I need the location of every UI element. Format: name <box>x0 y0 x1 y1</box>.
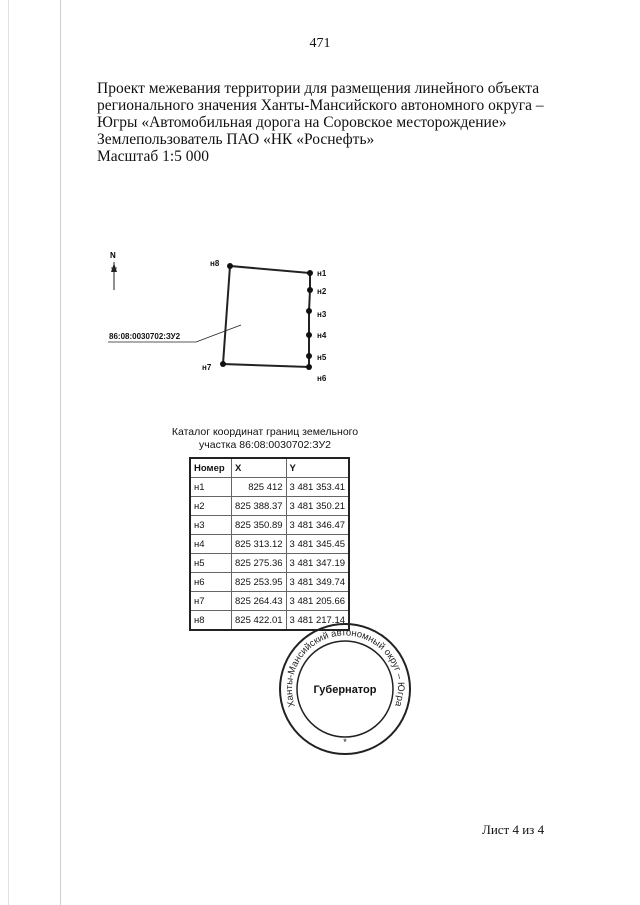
cell-y: 3 481 346.47 <box>286 516 349 535</box>
cell-number: н1 <box>190 478 232 497</box>
catalog-title <box>150 426 380 452</box>
point-n8 <box>227 263 233 269</box>
table-row <box>190 592 349 611</box>
cell-y: 3 481 349.74 <box>286 573 349 592</box>
cell-y: 3 481 217.14 <box>286 611 349 631</box>
label-n5: н5 <box>317 353 327 362</box>
sheet-number: Лист 4 из 4 <box>482 822 545 837</box>
label-n6: н6 <box>317 374 327 383</box>
cell-x: 825 388.37 <box>232 497 287 516</box>
label-n7: н7 <box>202 363 212 372</box>
cell-y: 3 481 353.41 <box>286 478 349 497</box>
table-row <box>190 497 349 516</box>
point-n1 <box>307 270 313 276</box>
point-n3 <box>306 308 312 314</box>
stamp-star-icon: * <box>343 737 347 747</box>
table-row <box>190 516 349 535</box>
header-line-1: Проект межевания территории для размещения линейного объекта <box>97 80 540 97</box>
label-n8: н8 <box>210 259 220 268</box>
cell-number: н8 <box>190 611 232 631</box>
cell-x: 825 350.89 <box>232 516 287 535</box>
north-label: N <box>110 251 116 260</box>
table-row <box>190 554 349 573</box>
header-line-3: Югры «Автомобильная дорога на Соровское месторождение» <box>97 114 507 131</box>
cell-y: 3 481 347.19 <box>286 554 349 573</box>
cell-x: 825 422.01 <box>232 611 287 631</box>
header-x: X <box>232 458 287 478</box>
coordinates-table <box>189 457 350 631</box>
cell-x: 825 412 <box>232 478 287 497</box>
table-header-row <box>190 458 349 478</box>
catalog-title-line-1: Каталог координат границ земельного <box>171 426 359 438</box>
point-n7 <box>220 361 226 367</box>
north-arrow-icon <box>110 251 117 290</box>
point-n4 <box>306 332 312 338</box>
cell-x: 825 253.95 <box>232 573 287 592</box>
cell-x: 825 275.36 <box>232 554 287 573</box>
point-n6 <box>306 364 312 370</box>
label-n3: н3 <box>317 310 327 319</box>
cell-number: н4 <box>190 535 232 554</box>
cell-number: н6 <box>190 573 232 592</box>
cell-y: 3 481 205.66 <box>286 592 349 611</box>
point-n2 <box>307 287 313 293</box>
table-row <box>190 478 349 497</box>
cell-number: н7 <box>190 592 232 611</box>
header-y: Y <box>286 458 349 478</box>
cell-y: 3 481 345.45 <box>286 535 349 554</box>
cell-x: 825 313.12 <box>232 535 287 554</box>
label-n4: н4 <box>317 331 327 340</box>
catalog-title-line-2: участка 86:08:0030702:ЗУ2 <box>199 439 331 451</box>
cell-number: н5 <box>190 554 232 573</box>
header-number: Номер <box>190 458 232 478</box>
label-n2: н2 <box>317 287 327 296</box>
cell-y: 3 481 350.21 <box>286 497 349 516</box>
header-line-4: Землепользователь ПАО «НК «Роснефть» <box>97 131 375 148</box>
page-number: 471 <box>309 36 331 51</box>
header-line-2: регионального значения Ханты-Мансийского автономного округа – <box>97 97 544 114</box>
label-n1: н1 <box>317 269 327 278</box>
boundary-points <box>220 263 313 370</box>
parcel-boundary <box>223 266 310 367</box>
cell-number: н2 <box>190 497 232 516</box>
stamp-center-text: Губернатор <box>313 684 377 696</box>
cell-number: н3 <box>190 516 232 535</box>
cell-x: 825 264.43 <box>232 592 287 611</box>
table-row <box>190 573 349 592</box>
parcel-leader-line <box>196 325 241 342</box>
point-n5 <box>306 353 312 359</box>
official-stamp <box>280 624 410 754</box>
table-row <box>190 535 349 554</box>
header-line-5: Масштаб 1:5 000 <box>97 148 210 165</box>
parcel-label: 86:08:0030702:ЗУ2 <box>109 332 181 341</box>
stamp-ring-text: Ханты-Мансийский автономный округ – Югра <box>283 627 407 709</box>
table-row <box>190 611 349 631</box>
